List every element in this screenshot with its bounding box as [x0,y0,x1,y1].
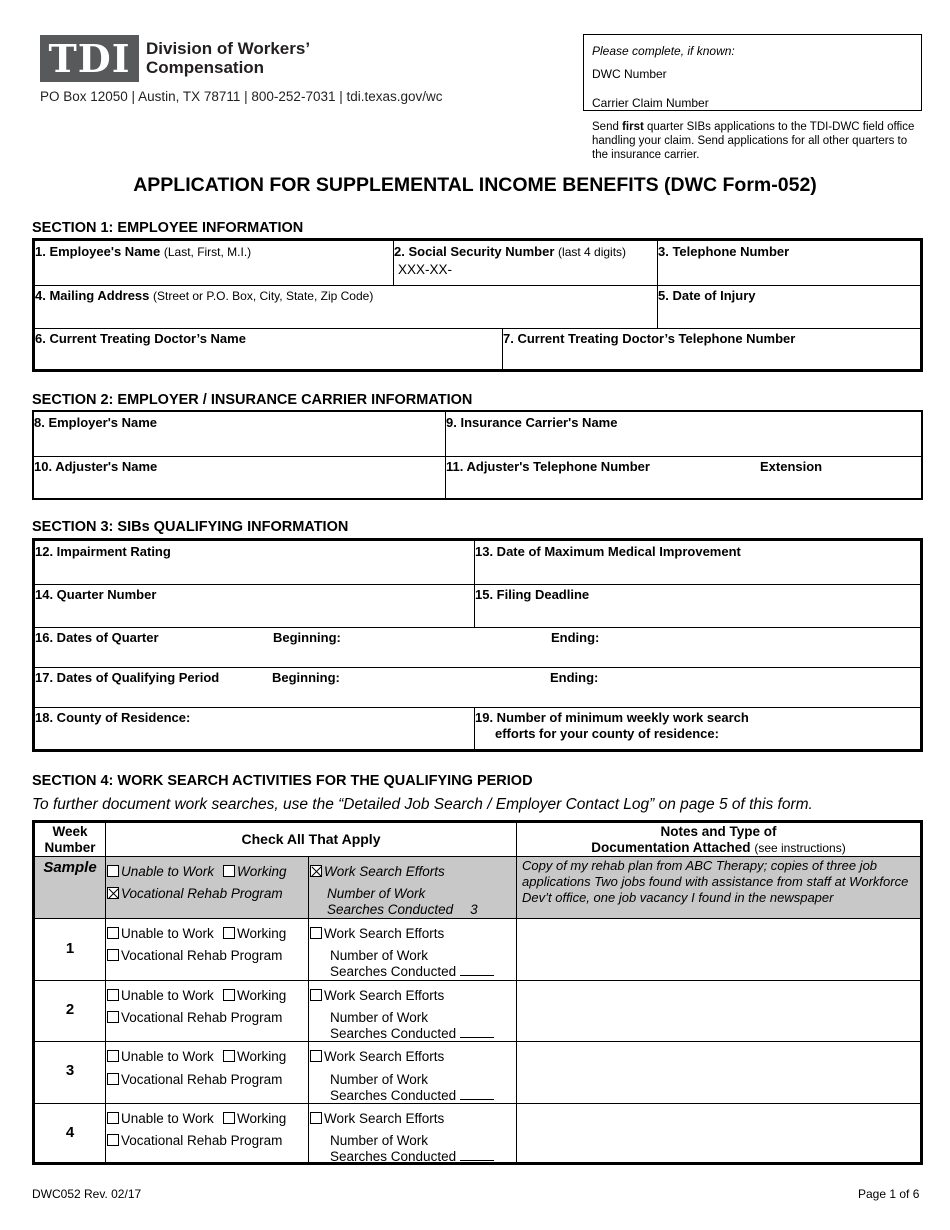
employer-name-field[interactable]: 8. Employer's Name [34,415,158,430]
section2-title: SECTION 2: EMPLOYER / INSURANCE CARRIER INFORMATION [32,392,473,408]
section1-title: SECTION 1: EMPLOYEE INFORMATION [32,220,304,236]
org-name-line2: Compensation [146,58,265,77]
unable-to-work-checkbox[interactable]: Unable to Work [107,988,214,1003]
section4-note: To further document work searches, use the “Detailed Job Search / Employer Contact Log” on page 5 of this form. [32,796,813,813]
notes-field[interactable] [517,981,920,1041]
checkbox-icon [223,989,235,1001]
checkbox-icon [107,1011,119,1023]
unable-to-work-checkbox[interactable]: Unable to Work [107,1111,214,1126]
section3-box [32,538,923,752]
checkbox-icon [310,927,322,939]
treating-doctor-name-field[interactable]: 6. Current Treating Doctor’s Name [35,331,246,346]
week-number: 3 [65,1062,75,1079]
adjuster-name-field[interactable]: 10. Adjuster's Name [34,459,158,474]
sample-label: Sample [43,859,97,876]
checkbox-icon [107,949,119,961]
working-checkbox[interactable]: Working [223,926,286,941]
quarter-ending-field[interactable]: Ending: [551,630,600,645]
section2-box [32,410,923,500]
checkbox-icon [310,989,322,1001]
work-search-efforts-checkbox[interactable]: Work Search Efforts [310,1111,444,1126]
notes-header: Notes and Type of Documentation Attached (see instructions) [591,824,846,855]
adjuster-extension-field[interactable]: Extension [760,459,823,474]
known-info-label: Please complete, if known: [592,44,735,58]
period-beginning-field[interactable]: Beginning: [272,670,340,685]
vocational-rehab-checkbox[interactable]: Vocational Rehab Program [107,1010,282,1025]
checked-box-icon [107,887,119,899]
checkbox-icon [107,1073,119,1085]
sample-working-option: Working [223,864,287,879]
sample-notes: Copy of my rehab plan from ABC Therapy; copies of three job applications Two jobs found with assistance from staff at Workforce Dev’t office, one job vacancy I found in the newspaper [522,858,909,905]
dates-of-quarter-label: 16. Dates of Quarter [35,630,159,645]
form-title: APPLICATION FOR SUPPLEMENTAL INCOME BENEFITS (DWC Form-052) [133,174,817,196]
notes-field[interactable] [517,1104,920,1162]
work-search-table [32,820,923,1165]
org-name [146,39,310,77]
sample-vocational-option: Vocational Rehab Program [107,886,283,901]
org-address: PO Box 12050 | Austin, TX 78711 | 800-252-7031 | tdi.texas.gov/wc [40,89,443,104]
working-checkbox[interactable]: Working [223,1049,286,1064]
quarter-beginning-field[interactable]: Beginning: [273,630,341,645]
working-checkbox[interactable]: Working [223,988,286,1003]
checkbox-icon [223,865,235,877]
searches-conducted-field[interactable]: Number of Work Searches Conducted [330,1072,494,1104]
quarter-number-field[interactable]: 14. Quarter Number [35,587,157,602]
searches-conducted-field[interactable]: Number of Work Searches Conducted [330,1010,494,1042]
searches-conducted-field[interactable]: Number of Work Searches Conducted [330,1133,494,1165]
checkbox-icon [223,927,235,939]
known-info-box [583,34,922,111]
vocational-rehab-checkbox[interactable]: Vocational Rehab Program [107,1072,282,1087]
sample-unable-option: Unable to Work [107,864,214,879]
checkbox-icon [107,1050,119,1062]
dwc-number-field[interactable]: DWC Number [592,67,667,81]
ssn-value: XXX-XX- [398,262,453,277]
checkbox-icon [107,865,119,877]
work-search-efforts-checkbox[interactable]: Work Search Efforts [310,926,444,941]
page-number: Page 1 of 6 [858,1187,920,1201]
searches-conducted-field[interactable]: Number of Work Searches Conducted [330,948,494,980]
tdi-logo: TDI [40,35,139,82]
date-of-injury-field[interactable]: 5. Date of Injury [658,288,756,303]
sample-search-option: Work Search Efforts [310,864,445,879]
checked-box-icon [310,865,322,877]
insurance-carrier-name-field[interactable]: 9. Insurance Carrier's Name [446,415,618,430]
week-number: 1 [65,940,75,957]
checkbox-icon [223,1112,235,1124]
mailing-address-field[interactable]: 4. Mailing Address (Street or P.O. Box, City, State, Zip Code) [35,288,374,303]
adjuster-phone-field[interactable]: 11. Adjuster's Telephone Number [446,459,650,474]
checkbox-icon [107,989,119,1001]
telephone-field[interactable]: 3. Telephone Number [658,244,790,259]
checkbox-icon [310,1050,322,1062]
checkbox-icon [107,927,119,939]
check-all-header: Check All That Apply [241,831,381,847]
work-search-efforts-checkbox[interactable]: Work Search Efforts [310,1049,444,1064]
sample-search-count: Number of Work Searches Conducted 3 [327,886,491,919]
unable-to-work-checkbox[interactable]: Unable to Work [107,1049,214,1064]
week-number-header: Week Number [44,824,96,855]
notes-field[interactable] [517,919,920,980]
carrier-claim-number-field[interactable]: Carrier Claim Number [592,96,709,110]
mmi-date-field[interactable]: 13. Date of Maximum Medical Improvement [475,544,741,559]
county-of-residence-field[interactable]: 18. County of Residence: [35,710,191,725]
impairment-rating-field[interactable]: 12. Impairment Rating [35,544,171,559]
section4-title: SECTION 4: WORK SEARCH ACTIVITIES FOR THE QUALIFYING PERIOD [32,773,533,789]
min-weekly-searches-field[interactable]: 19. Number of minimum weekly work search efforts for your county of residence: [475,710,749,741]
period-ending-field[interactable]: Ending: [550,670,599,685]
checkbox-icon [107,1112,119,1124]
working-checkbox[interactable]: Working [223,1111,286,1126]
vocational-rehab-checkbox[interactable]: Vocational Rehab Program [107,948,282,963]
week-number: 2 [65,1001,75,1018]
checkbox-icon [107,1134,119,1146]
work-search-efforts-checkbox[interactable]: Work Search Efforts [310,988,444,1003]
checkbox-icon [310,1112,322,1124]
employee-name-field[interactable]: 1. Employee's Name (Last, First, M.I.) [35,244,252,259]
section1-box [32,238,923,372]
ssn-field[interactable]: 2. Social Security Number (last 4 digits) [394,244,627,259]
qualifying-period-label: 17. Dates of Qualifying Period [35,670,220,685]
week-number: 4 [65,1124,75,1141]
org-name-line1: Division of Workers’ [146,39,311,58]
checkbox-icon [223,1050,235,1062]
send-instructions: Send first quarter SIBs applications to the TDI-DWC field office handling your claim. Send applications for all other quarters to the insurance carrier. [592,121,915,161]
unable-to-work-checkbox[interactable]: Unable to Work [107,926,214,941]
form-revision: DWC052 Rev. 02/17 [32,1187,142,1201]
notes-field[interactable] [517,1042,920,1103]
filing-deadline-field[interactable]: 15. Filing Deadline [475,587,590,602]
treating-doctor-phone-field[interactable]: 7. Current Treating Doctor’s Telephone Number [503,331,796,346]
section3-title: SECTION 3: SIBs QUALIFYING INFORMATION [32,519,349,535]
vocational-rehab-checkbox[interactable]: Vocational Rehab Program [107,1133,282,1148]
